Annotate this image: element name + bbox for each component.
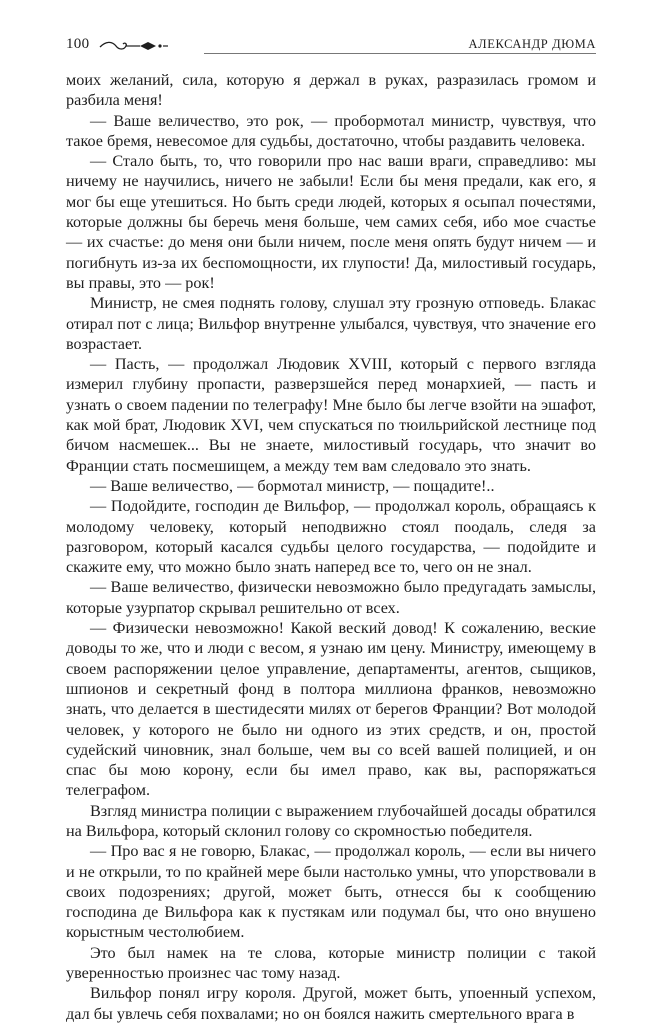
paragraph: — Ваше величество, физически невозможно было предугадать замыслы, которые узурпатор скрывал решительно от всех. [66,578,596,617]
body-text [66,70,596,1024]
page-number: 100 [66,36,90,52]
paragraph: — Ваше величество, — бормотал министр, — пощадите!.. [90,476,495,495]
paragraph: — Пасть, — продолжал Людовик XVIII, который с первого взгляда измерил глубину пропасти, разверзшейся перед монархией, — пасть и узнать о своем падении по телеграфу! Мне было бы легче взойти на эшафот, как мой брат, Людовик XVI, чем спускаться по тюильрийской лестнице под бичом насмешек... Вы не знаете, милостивый государь, что значит во Франции стать посмешищем, а между тем вам следовало это знать. [66,355,596,475]
paragraph: — Стало быть, то, что говорили про нас ваши враги, справедливо: мы ничему не научились, ничего не забыли! Если бы меня предали, как его, я мог бы еще утешиться. Но быть среди людей, которых я осыпал почестями, которые должны бы беречь меня больше, чем самих себя, ибо мое счастье — их счастье: до меня они были ничем, после меня опять будут ничем — и погибнуть из-за их беспомощности, их глупости! Да, милостивый государь, вы правы, это — рок! [66,152,596,292]
paragraph: — Подойдите, господин де Вильфор, — продолжал король, обращаясь к молодому человеку, который неподвижно стоял поодаль, следя за разговором, который касался судьбы целого государства, — подойдите и скажите ему, что можно было знать наперед все то, чего он не знал. [66,497,596,577]
page-header [66,30,596,56]
paragraph: Вильфор понял игру короля. Другой, может быть, упоенный успехом, дал бы увлечь себя похвалами; но он боялся нажить смертельного врага в [66,984,596,1023]
paragraph: — Физически невозможно! Какой веский довод! К сожалению, веские доводы то же, что и люди с весом, я узнаю им цену. Министру, имеющему в своем распоряжении целое управление, департаменты, агентов, сыщиков, шпионов и секретный фонд в полтора миллиона франков, невозможно знать, что делается в шестидесяти милях от берегов Франции? Вот молодой человек, у которого не было ни одного из этих средств, и он, простой судейский чиновник, знал больше, чем вы со всей вашей полицией, и он спас бы мою корону, если бы имел право, как вы, распоряжаться телеграфом. [66,619,596,800]
header-rule [204,53,596,54]
paragraph: — Ваше величество, это рок, — пробормотал министр, чувствуя, что такое бремя, невесомое для судьбы, достаточно, чтобы раздавить человека. [66,111,596,150]
paragraph: Взгляд министра полиции с выражением глубочайшей досады обратился на Вильфора, который склонил голову со скромностью победителя. [66,801,596,840]
paragraph: Министр, не смея поднять голову, слушал эту грозную отповедь. Блакас отирал пот с лица; Вильфор внутренне улыбался, чувствуя, что значение его возрастает. [66,294,596,353]
paragraph: моих желаний, сила, которую я держал в руках, разразилась громом и разбила меня! [66,71,596,110]
book-page [66,30,596,1024]
flourish-ornament-icon [96,38,206,54]
paragraph: Это был намек на те слова, которые министр полиции с такой уверенностью произнес час тому назад. [66,943,596,983]
running-title: АЛЕКСАНДР ДЮМА [468,37,596,51]
paragraph: — Про вас я не говорю, Блакас, — продолжал король, — если вы ничего и не открыли, то по крайней мере были настолько умны, что упорствовали в своих подозрениях; другой, может быть, отнесся бы к сообщению господина де Вильфора как к пустякам или подумал бы, что оно внушено корыстным честолюбием. [66,842,596,942]
